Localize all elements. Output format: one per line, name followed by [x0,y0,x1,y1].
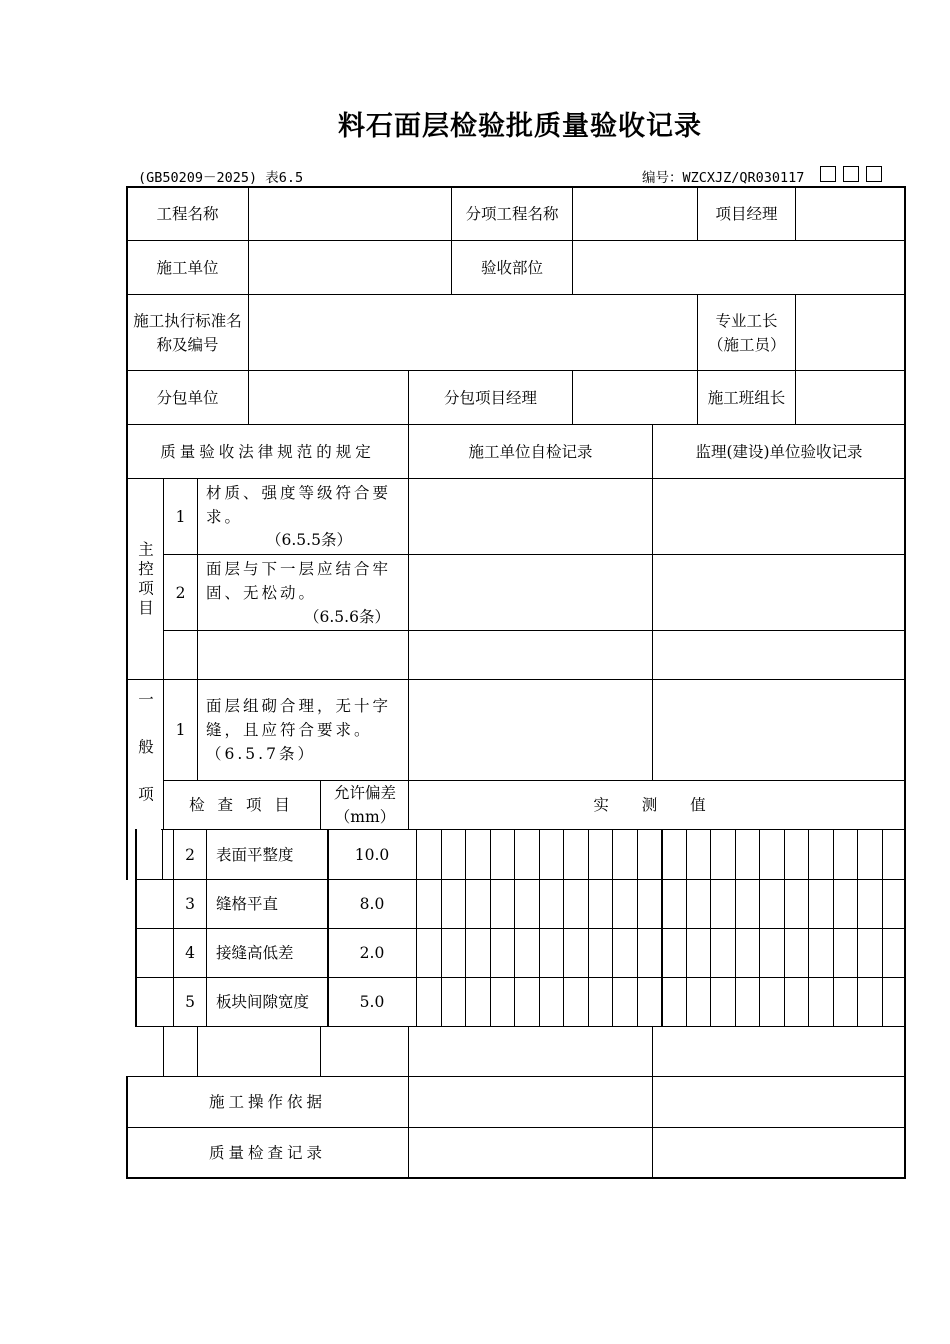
grid-line [882,829,883,1026]
grid-line [408,478,409,780]
label-project-manager: 项目经理 [715,205,778,223]
label-subproject-name: 分项工程名称 [465,205,559,223]
column-regulation: 质量验收法律规范的规定 [160,442,375,461]
main-item-1-ref: （6.5.5条） [266,531,352,549]
row-5-number: 5 [185,993,195,1011]
standard-reference: (GB50209－2025) 表6.5 [138,170,304,186]
grid-line [710,829,711,1026]
grid-line [320,1026,321,1076]
row-4-name: 接缝高低差 [216,944,294,962]
row-3-number: 3 [185,895,195,913]
grid-line [795,186,796,240]
grid-line [197,478,198,780]
general-label: 一般项 [136,690,154,834]
grid-line [833,829,834,1026]
grid-line [320,780,321,829]
main-item-2-number: 2 [175,583,186,602]
main-item-2-ref: （6.5.6条） [304,608,390,626]
label-standard-name: 施工执行标准名称及编号 [133,311,242,354]
grid-line [612,829,613,1026]
grid-line [163,1026,164,1076]
label-project-name: 工程名称 [156,205,219,223]
row-3-tolerance: 8.0 [359,895,385,913]
number-box-3[interactable] [866,166,882,182]
main-item-1-text: 材质、强度等级符合要求。 [206,484,392,526]
row-5-tolerance: 5.0 [359,993,385,1011]
grid-line [652,478,653,780]
grid-line [857,829,858,1026]
record-number: 编号：WZCXJZ/QR030117 [642,170,805,186]
grid-line [162,829,163,880]
label-construction-unit: 施工单位 [156,258,219,277]
column-supervisor: 监理(建设)单位验收记录 [695,442,863,461]
label-operation-basis: 施工操作依据 [208,1093,326,1111]
grid-line [662,829,663,1026]
number-box-2[interactable] [843,166,859,182]
grid-line [759,829,760,1026]
grid-line [588,829,589,1026]
grid-line [539,829,540,1026]
row-4-tolerance: 2.0 [359,944,385,962]
grid-line [784,829,785,1026]
label-quality-record: 质量检查记录 [208,1144,326,1162]
grid-line [686,829,687,1026]
tolerance-header: 允许偏差（mm） [333,783,396,826]
row-5-name: 板块间隙宽度 [216,993,310,1011]
general-item-1-text: 面层组砌合理，无十字缝，且应符合要求。（6.5.7条） [206,696,392,763]
grid-line [408,1026,409,1179]
grid-line [572,186,573,240]
label-acceptance-part: 验收部位 [480,258,543,277]
grid-line [465,829,466,1026]
row-2-tolerance: 10.0 [354,845,390,864]
grid-line [572,370,573,424]
grid-line [135,1026,905,1027]
row-2-number: 2 [185,845,195,864]
row-4-number: 4 [185,944,195,962]
grid-line [637,829,638,1026]
main-item-1-number: 1 [175,507,186,526]
grid-line [735,829,736,1026]
row-2-name: 表面平整度 [216,845,294,864]
grid-line [197,1026,198,1076]
main-item-2-text: 面层与下一层应结合牢固、无松动。 [206,560,392,602]
inspect-item-header: 检 查 项 目 [189,795,294,814]
grid-line [652,424,653,478]
label-team-leader: 施工班组长 [707,388,786,407]
grid-line [904,186,906,1179]
general-item-1-number: 1 [175,720,186,739]
grid-line [652,1026,653,1179]
label-sub-manager: 分包项目经理 [443,388,537,407]
grid-line [572,240,573,294]
number-box-1[interactable] [820,166,836,182]
label-foreman: 专业工长（施工员） [708,311,786,354]
grid-line [808,829,809,1026]
measured-header: 实 测 值 [593,795,720,814]
column-self-check: 施工单位自检记录 [468,442,593,461]
row-3-name: 缝格平直 [216,895,279,913]
main-control-label: 主控项目 [136,541,154,619]
label-subcontractor: 分包单位 [156,388,219,407]
grid-line [563,829,564,1026]
grid-line [490,829,491,1026]
grid-line [163,630,905,631]
grid-line [248,186,249,424]
grid-line [795,294,796,424]
grid-line [408,554,905,555]
document-title: 料石面层检验批质量验收记录 [338,111,702,142]
grid-line [514,829,515,1026]
grid-line [441,829,442,1026]
